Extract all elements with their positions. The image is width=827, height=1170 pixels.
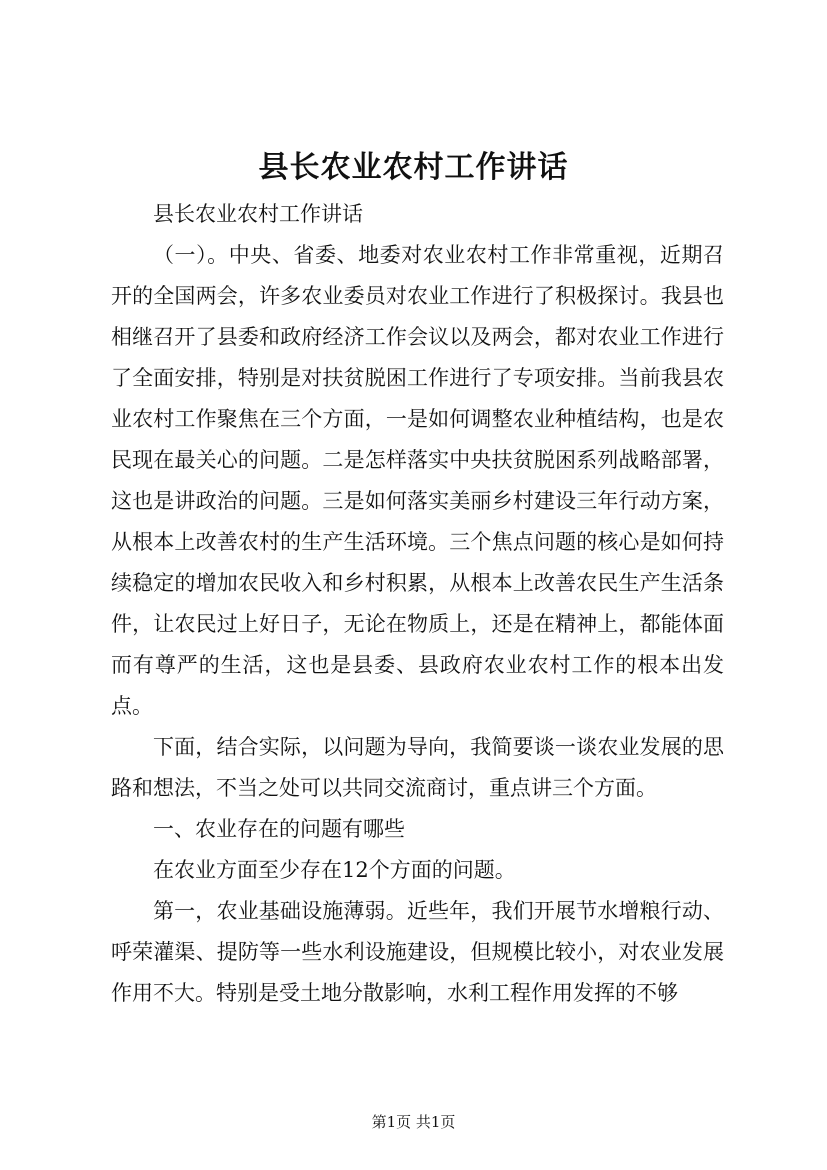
paragraph-intro: （一）。中央、省委、地委对农业农村工作非常重视，近期召开的全国两会，许多农业委员对农业工作进行了积极探讨。我县也相继召开了县委和政府经济工作会议以及两会，都对农业工作进行了全面安排，特别是对扶贫脱困工作进行了专项安排。当前我县农业农村工作聚焦在三个方面，一是如何调整农业种植结构，也是农民现在最关心的问题。二是怎样落实中央扶贫脱困系列战略部署，这也是讲政治的问题。三是如何落实美丽乡村建设三年行动方案，从根本上改善农村的生产生活环境。三个焦点问题的核心是如何持续稳定的增加农民收入和乡村积累，从根本上改善农民生产生活条件，让农民过上好日子，无论在物质上，还是在精神上，都能体面而有尊严的生活，这也是县委、县政府农业农村工作的根本出发点。: [111, 243, 724, 718]
document-title: 县长农业农村工作讲话: [258, 150, 569, 185]
document-body: [111, 194, 724, 1014]
page-footer: 第1页 共1页: [371, 1113, 456, 1131]
paragraph-outline: 下面，结合实际，以问题为导向，我简要谈一谈农业发展的思路和想法，不当之处可以共同交流商讨，重点讲三个方面。: [111, 735, 724, 800]
paragraph-subtitle: 县长农业农村工作讲话: [153, 202, 363, 226]
paragraph-first-problem: 第一，农业基础设施薄弱。近些年，我们开展节水增粮行动、呼荣灌渠、提防等一些水利设施建设，但规模比较小，对农业发展作用不大。特别是受土地分散影响，水利工程作用发挥的不够: [111, 899, 724, 1005]
section-heading: 一、农业存在的问题有哪些: [153, 817, 405, 841]
paragraph-problems-count: 在农业方面至少存在12个方面的问题。: [153, 858, 516, 882]
